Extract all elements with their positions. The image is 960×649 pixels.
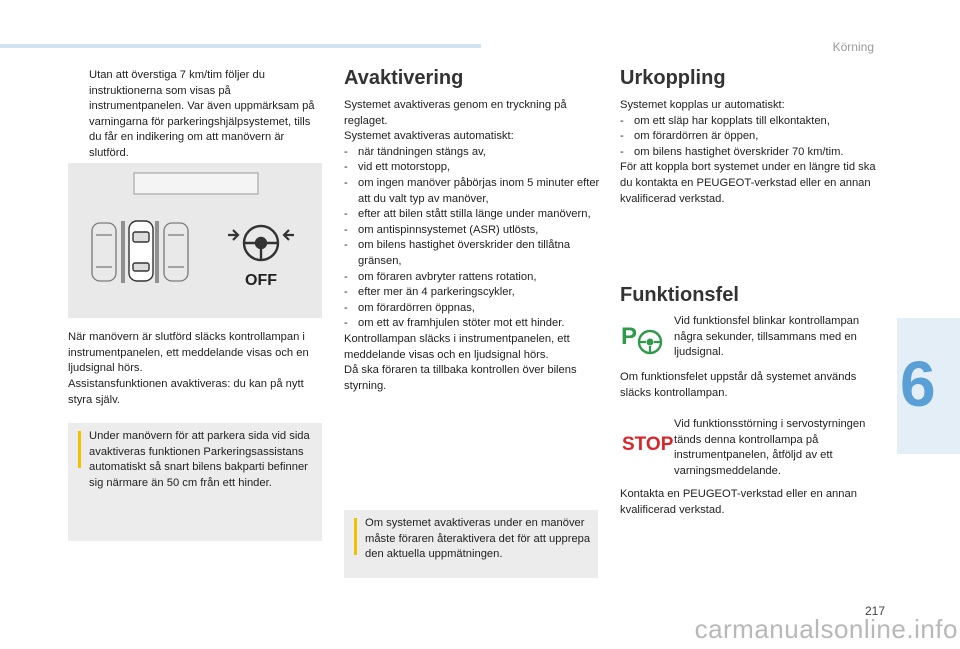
chapter-number: 6 xyxy=(900,348,936,420)
park-assist-warning-lamp-icon xyxy=(621,320,663,358)
list-item: - om ingen manöver påbörjas inom 5 minuter efter att du valt typ av manöver, xyxy=(344,176,600,207)
lamp-off-text: Kontrollampan släcks i instrumentpanelen, ett meddelande visas och en ljudsignal hörs. xyxy=(344,332,570,361)
deactivation-intro: Systemet avaktiveras genom en tryckning på reglaget. xyxy=(344,99,567,127)
note-box-parallel xyxy=(68,423,322,541)
header-rule xyxy=(0,44,481,48)
note-bar xyxy=(354,518,357,555)
intro-text: Utan att överstiga 7 km/tim följer du instruktionerna som visas på instrumentpanelen. Var även uppmärksam på varningarna för parkeringshjälpsystemet, tills du får en indikering om att manövern är slutförd. xyxy=(89,69,315,159)
fault-1-after-text: Om funktionsfelet uppstår då systemet används släcks kontrollampan. xyxy=(620,371,857,399)
fault-1-text: Vid funktionsfel blinkar kontrollampan några sekunder, tillsammans med en ljudsignal. xyxy=(674,315,860,359)
off-label: OFF xyxy=(245,272,277,289)
disconnect-list xyxy=(620,114,882,161)
disconnect-long-term-text: För att koppla bort systemet under en längre tid ska du kontakta en PEUGEOT-verkstad eller en annan kvalificerad verkstad. xyxy=(620,161,876,205)
disconnect-intro: Systemet kopplas ur automatiskt: xyxy=(620,99,785,111)
list-item: - efter mer än 4 parkeringscykler, xyxy=(344,285,600,301)
list-item: - om förardörren är öppen, xyxy=(620,129,882,145)
deactivation-list-block xyxy=(344,98,600,394)
section-label: Körning xyxy=(832,40,874,54)
list-item: - när tändningen stängs av, xyxy=(344,145,600,161)
list-item: - vid ett motorstopp, xyxy=(344,160,600,176)
note-bar xyxy=(78,431,81,468)
list-item: - om bilens hastighet överskrider 70 km/tim. xyxy=(620,145,882,161)
heading-avaktivering: Avaktivering xyxy=(344,67,464,89)
stop-label: STOP xyxy=(622,434,674,455)
deactivation-list xyxy=(344,145,600,332)
note-text: Om systemet avaktiveras under en manöver måste föraren återaktivera det för att upprepa den aktuella uppmätningen. xyxy=(365,517,591,561)
list-item: - om ett släp har kopplats till elkontakten, xyxy=(620,114,882,130)
list-item: - om förardörren öppnas, xyxy=(344,301,600,317)
fault-2-after-text: Kontakta en PEUGEOT-verkstad eller en annan kvalificerad verkstad. xyxy=(620,488,857,516)
svg-text:P: P xyxy=(621,323,638,350)
driver-control-text: Då ska föraren ta tillbaka kontrollen över bilens styrning. xyxy=(344,364,577,392)
note-text: Under manövern för att parkera sida vid sida avaktiveras funktionen Parkeringsassistans automatiskt så snart bilens bakparti befinner sig närmare än 50 cm från ett hinder. xyxy=(89,430,310,489)
heading-funktionsfel: Funktionsfel xyxy=(620,284,739,306)
list-item: - om ett av framhjulen stöter mot ett hinder. xyxy=(344,316,600,332)
page-number: 217 xyxy=(864,604,885,618)
manoeuvre-end-text: När manövern är slutförd släcks kontrollampan i instrumentpanelen, ett meddelande visas och en ljudsignal hörs. xyxy=(68,331,309,375)
parking-illustration xyxy=(68,163,322,318)
note-box-deactivation xyxy=(344,510,598,578)
list-item: - efter att bilen stått stilla länge under manövern, xyxy=(344,207,600,223)
fault-2-text: Vid funktionsstörning i servostyrningen tänds denna kontrollampa på instrumentpanelen, åtföljd av ett varningsmeddelande. xyxy=(674,418,866,477)
list-item: - om föraren avbryter rattens rotation, xyxy=(344,270,600,286)
deactivation-auto-intro: Systemet avaktiveras automatiskt: xyxy=(344,130,514,143)
stop-warning-lamp-icon xyxy=(622,430,674,455)
assist-off-text: Assistansfunktionen avaktiveras: du kan på nytt styra själv. xyxy=(68,378,304,406)
watermark: carmanualsonline.info xyxy=(694,614,958,644)
heading-urkoppling: Urkoppling xyxy=(620,67,726,89)
list-item: - om bilens hastighet överskrider den tillåtna gränsen, xyxy=(344,238,600,269)
disconnect-block xyxy=(620,98,882,207)
park-assist-off-icon xyxy=(68,163,322,318)
list-item: - om antispinnsystemet (ASR) utlösts, xyxy=(344,223,600,239)
